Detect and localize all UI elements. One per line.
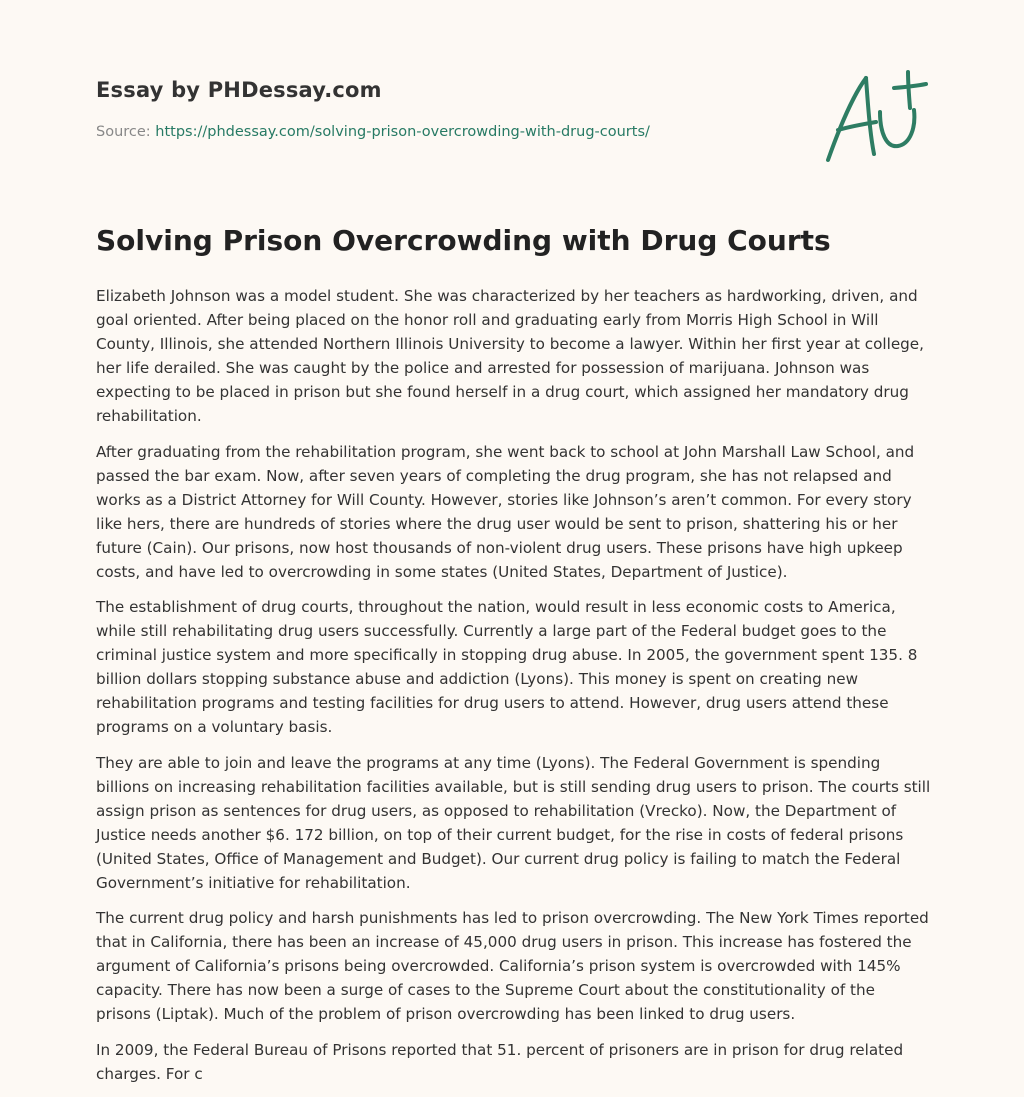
essay-paragraph: Elizabeth Johnson was a model student. She was characterized by her teachers as hardworking, driven, and goal oriented. After being placed on the honor roll and graduating early from Morris High School in Will County, Illinois, she attended Northern Illinois University to become a lawyer. Within her first year at college, her life derailed. She was caught by the police and arrested for possession of marijuana. Johnson was expecting to be placed in prison but she found herself in a drug court, which assigned her mandatory drug rehabilitation. bbox=[96, 287, 924, 425]
source-line bbox=[96, 124, 650, 140]
essay-paragraph: They are able to join and leave the programs at any time (Lyons). The Federal Government is spending billions on increasing rehabilitation facilities available, but is still sending drug users to prison. The courts still assign prison as sentences for drug users, as opposed to rehabilitation (Vrecko). Now, the Department of Justice needs another $6. 172 billion, on top of their current budget, for the rise in costs of federal prisons (United States, Office of Management and Budget). Our current drug policy is failing to match the Federal Government’s initiative for rehabilitation. bbox=[96, 753, 931, 892]
essay-paragraph: The establishment of drug courts, throughout the nation, would result in less economic costs to America, while still rehabilitating drug users successfully. Currently a large part of the Federal budget goes to the criminal justice system and more specifically in stopping drug abuse. In 2005, the government spent 135. 8 billion dollars stopping substance abuse and addiction (Lyons). This money is spent on creating new rehabilitation programs and testing facilities for drug users to attend. However, drug users attend these programs on a voluntary basis. bbox=[96, 598, 918, 736]
essay-paragraph: The current drug policy and harsh punishments has led to prison overcrowding. The New York Times reported that in California, there has been an increase of 45,000 drug users in prison. This increase has fostered the argument of California’s prisons being overcrowded. California’s prison system is overcrowded with 145% capacity. There has now been a surge of cases to the Supreme Court about the constitutionality of the prisons (Liptak). Much of the problem of prison overcrowding has been linked to drug users. bbox=[96, 909, 929, 1023]
essay-paragraph: In 2009, the Federal Bureau of Prisons reported that 51. percent of prisoners are in prison for drug related charges. For c bbox=[96, 1040, 904, 1083]
essay-title: Solving Prison Overcrowding with Drug Courts bbox=[96, 224, 831, 257]
source-link[interactable]: https://phdessay.com/solving-prison-overcrowding-with-drug-courts/ bbox=[155, 124, 650, 140]
source-label: Source: bbox=[96, 124, 151, 140]
essay-body bbox=[96, 284, 932, 1097]
site-brand: Essay by PHDessay.com bbox=[96, 78, 382, 102]
a-plus-logo-icon bbox=[820, 66, 930, 166]
essay-paragraph: After graduating from the rehabilitation program, she went back to school at John Marshall Law School, and passed the bar exam. Now, after seven years of completing the drug program, she has not relapsed and works as a District Attorney for Will County. However, stories like Johnson’s aren’t common. For every story like hers, there are hundreds of stories where the drug user would be sent to prison, shattering his or her future (Cain). Our prisons, now host thousands of non-violent drug users. These prisons have high upkeep costs, and have led to overcrowding in some states (United States, Department of Justice). bbox=[96, 442, 915, 581]
